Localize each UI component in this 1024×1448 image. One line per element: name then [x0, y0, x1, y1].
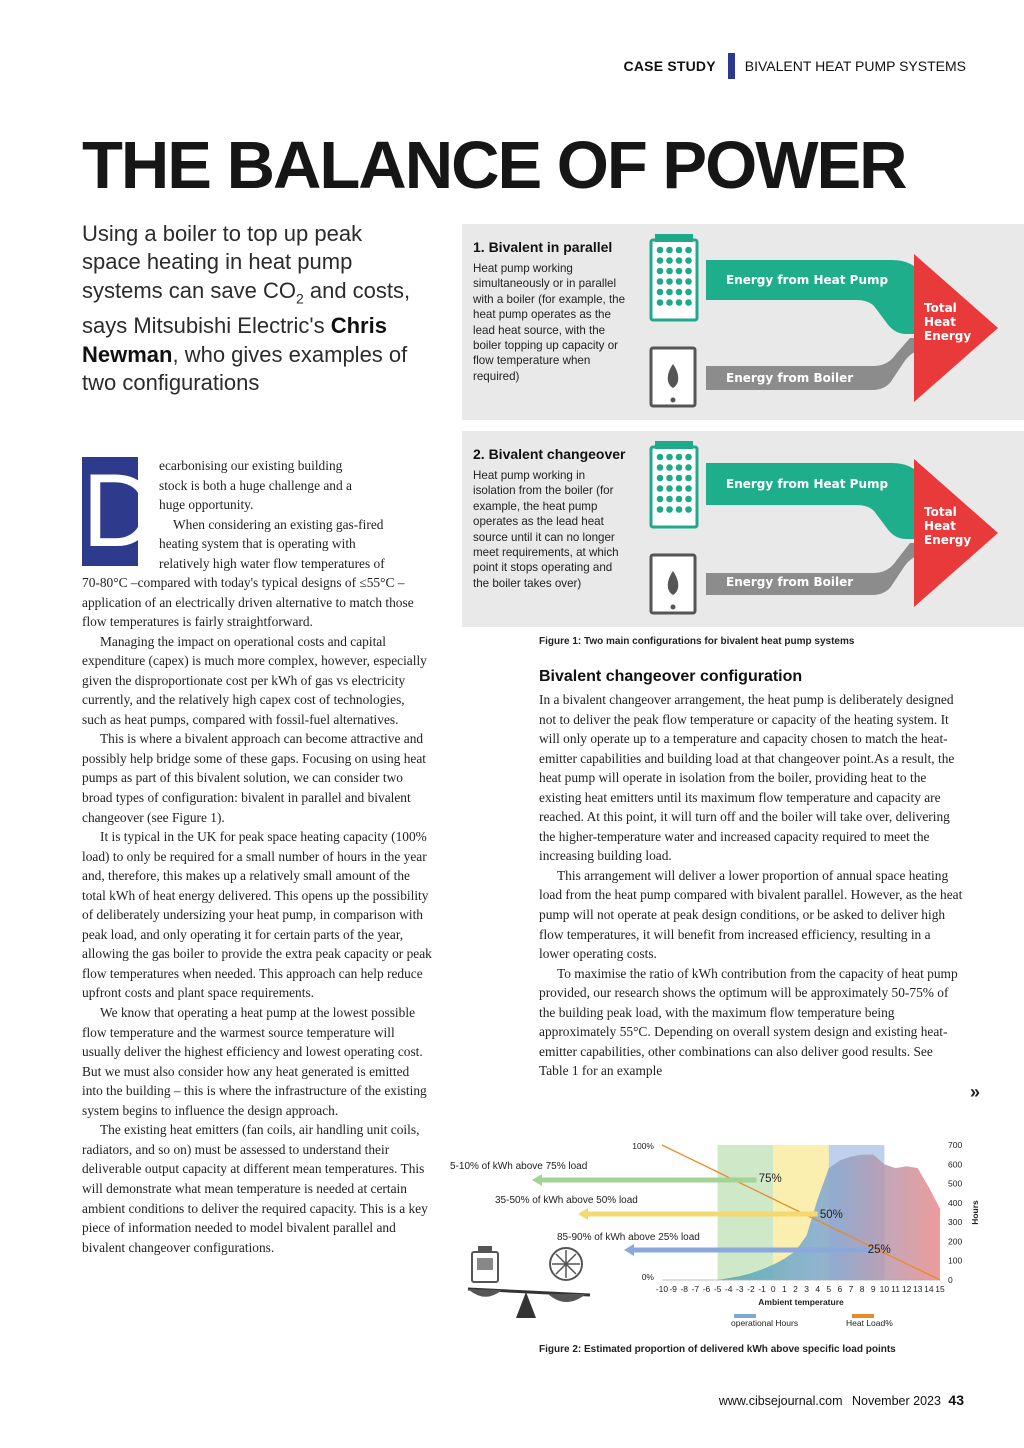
x-tick-label: -5 — [713, 1284, 722, 1294]
heat-pump-grille-dot — [657, 485, 664, 492]
heat-pump-grille-dot — [666, 247, 673, 254]
x-tick-label: 0 — [770, 1284, 776, 1294]
drop-cap: D — [82, 453, 158, 569]
y-right-tick: 0 — [948, 1275, 953, 1285]
flow-diagram — [642, 224, 1024, 420]
paragraph: It is typical in the UK for peak space heating capacity (100% load) to only be required for a small number of hours in the year and, therefore, this makes up a relatively small amount of the total kWh of heat energy delivered. This opens up the possibility of deliberately undersizing your heat pump, in comparison with peak load, and only operating it for certain parts of the year, allowing the gas boiler to provide the extra peak capacity or peak flow temperatures when needed. This approach can help reduce upfront costs and plant space requirements. — [82, 829, 432, 1001]
heat-pump-grille-dot — [666, 485, 673, 492]
continue-arrow-icon: » — [970, 1082, 981, 1102]
footer-site: www.cibsejournal.com — [718, 1394, 843, 1408]
total-label: Total — [924, 301, 957, 315]
heat-pump-grille-dot — [676, 257, 683, 264]
heat-pump-grille-dot — [685, 268, 692, 275]
paragraph: This arrangement will deliver a lower proportion of annual space heating load from the heat pump compared with bivalent parallel. However, as the heat pump will not operate at peak design conditions, or be asked to deliver high flow temperatures, it will benefit from increased efficiency, resulting in a lower operating costs. — [539, 867, 963, 962]
footer-date: November 2023 — [851, 1394, 941, 1408]
heat-pump-grille-dot — [657, 506, 664, 513]
heat-pump-grille-dot — [666, 278, 673, 285]
lead-line: stock is both a huge challenge and a — [159, 477, 352, 493]
x-tick-label: -1 — [758, 1284, 766, 1294]
heat-pump-grille-dot — [685, 464, 692, 471]
section-label: CASE STUDY — [623, 58, 716, 74]
heat-pump-icon — [651, 234, 697, 320]
hp-energy-label: Energy from Heat Pump — [726, 477, 889, 491]
page-number: 43 — [948, 1392, 964, 1408]
x-tick-label: 8 — [859, 1284, 865, 1294]
total-label: Heat — [924, 315, 957, 329]
annotation-arrow — [632, 1248, 873, 1253]
x-tick-label: 13 — [913, 1284, 923, 1294]
lead-line: relatively high water flow temperatures of — [159, 555, 385, 571]
x-tick-label: -8 — [680, 1284, 689, 1294]
x-tick-label: -3 — [736, 1284, 744, 1294]
figure2-caption: Figure 2: Estimated proportion of delivered kWh above specific load points — [539, 1344, 896, 1355]
heat-pump-grille-dot — [676, 289, 683, 296]
y-right-tick: 400 — [948, 1197, 963, 1208]
total-label: Total — [924, 505, 957, 519]
y-right-tick: 500 — [948, 1178, 963, 1189]
total-label: Energy — [924, 533, 972, 547]
standfirst — [82, 220, 412, 397]
paragraph: We know that operating a heat pump at the lowest possible flow temperature and the warmest source temperature will usually deliver the highest efficiency and lowest operating cost. But we must also consider how any heat generated is emitted into the building – this is where the infrastructure of the existing system begins to influence the design approach. — [82, 1005, 427, 1118]
flow-diagram — [642, 431, 1024, 627]
topic-label: BIVALENT HEAT PUMP SYSTEMS — [744, 58, 966, 74]
x-tick-label: 6 — [837, 1284, 843, 1294]
heat-pump-grille-dot — [657, 464, 664, 471]
heat-pump-grille-dot — [666, 464, 673, 471]
standfirst-subscript: 2 — [295, 289, 304, 306]
heat-pump-grille-dot — [676, 485, 683, 492]
heat-pump-grille-dot — [676, 268, 683, 275]
heat-pump-grille-dot — [666, 289, 673, 296]
annotation-arrowhead — [578, 1208, 588, 1220]
heat-pump-grille-dot — [676, 475, 683, 482]
y-left-tick: 0% — [641, 1272, 654, 1282]
annotation-arrowhead — [532, 1174, 542, 1186]
x-tick-label: -9 — [669, 1284, 677, 1294]
paragraph: To maximise the ratio of kWh contribution from the capacity of heat pump provided, our research shows the optimum will be approximately 50-75% of the building peak load, with the maximum flow temperature being approximately 55°C. Depending on overall system design and existing heat-emitter capabilities, other combinations can also deliver good results. See Table 1 for an example — [539, 965, 958, 1079]
heat-pump-grille-dot — [676, 506, 683, 513]
paragraph: Managing the impact on operational costs and capital expenditure (capex) is much more complex, however, especially given the disproportionate cost per kWh of gas vs electricity currently, and the relatively high capex cost of technologies, such as heat pumps, compared with fossil-fuel alternatives. — [82, 633, 427, 727]
y-right-tick: 300 — [948, 1217, 963, 1228]
heat-pump-grille-dot — [685, 454, 692, 461]
section-header — [624, 52, 966, 80]
x-tick-label: -2 — [747, 1284, 755, 1294]
heat-pump-grille-dot — [676, 299, 683, 306]
paragraph: This is where a bivalent approach can become attractive and possibly help bridge some of these gaps. Focusing on using heat pumps as part of this bivalent solution, we can consider two broad types of configuration: bivalent in parallel and bivalent changeover (see Figure 1). — [82, 731, 427, 825]
boiler-energy-label: Energy from Boiler — [726, 371, 854, 385]
x-tick-label: 4 — [815, 1284, 821, 1294]
band-percent-label: 25% — [867, 1244, 891, 1256]
lead-line: heating system that is operating with — [159, 536, 356, 551]
x-tick-label: -10 — [655, 1284, 669, 1294]
heat-pump-grille-dot — [676, 464, 683, 471]
legend-label: Heat Load% — [846, 1318, 893, 1328]
y-right-tick: 200 — [948, 1236, 963, 1247]
heat-pump-grille-dot — [685, 278, 692, 285]
annotation-arrowhead — [624, 1244, 634, 1256]
heat-pump-grille-dot — [666, 496, 673, 503]
legend-label: operational Hours — [731, 1318, 799, 1328]
heat-pump-grille-dot — [676, 278, 683, 285]
x-tick-label: -7 — [691, 1284, 700, 1294]
paragraph: 70-80°C –compared with today's typical designs of ≤55°C – application of an electrically driven alternative to match those flow temperatures is fairly straightforward. — [82, 575, 414, 630]
heat-pump-grille-dot — [657, 289, 664, 296]
balance-scale-icon — [468, 1246, 590, 1318]
band-percent-label: 75% — [758, 1173, 782, 1185]
panel-description: Heat pump working in isolation from the boiler (for example, the heat pump operates as the lead heat source until it can no longer meet requirements, at which point it stops operating and the boiler takes over) — [473, 469, 619, 590]
annotation-arrow — [586, 1212, 818, 1217]
total-label: Heat — [924, 519, 957, 533]
heat-pump-grille-dot — [685, 496, 692, 503]
lead-line: huge opportunity. — [159, 497, 254, 512]
paragraph: The existing heat emitters (fan coils, air handling unit coils, radiators, and so on) must be assessed to understand their deliverable output capacity at different mean temperatures. This will demonstrate what mean temperature is needed at certain ambient conditions to deliver the required capacity. This is a key piece of information needed to model bivalent parallel and bivalent changeover configurations. — [82, 1122, 428, 1255]
heat-pump-grille-dot — [657, 454, 664, 461]
section-divider — [728, 53, 735, 79]
heat-pump-grille-dot — [676, 247, 683, 254]
heat-pump-grille-dot — [666, 454, 673, 461]
x-tick-label: -4 — [724, 1284, 733, 1294]
standfirst-text-end: , who gives examples of two configurations — [82, 341, 408, 395]
boiler-icon — [651, 348, 695, 406]
boiler-energy-label: Energy from Boiler — [726, 575, 854, 589]
heat-pump-grille-dot — [657, 247, 664, 254]
x-tick-label: 10 — [879, 1284, 890, 1294]
paragraph: In a bivalent changeover arrangement, the heat pump is deliberately designed not to deliver the peak flow temperature or capacity of the heating system. It will only operate up to a temperature and capacity chosen to match the heat-emitter capabilities and building load at that changeover point.As a result, the heat pump will operate in isolation from the boiler, providing heat to the existing heat emitters until its maximum flow temperature and capacity are reached. At this point, it will turn off and the boiler will take over, delivering the higher-temperature water and increased capacity required to meet the increasing building load. — [539, 692, 955, 864]
figure1-panel-changeover — [462, 431, 1024, 627]
x-tick-label: 15 — [935, 1284, 945, 1294]
y-left-tick: 100% — [632, 1141, 654, 1151]
heat-pump-grille-dot — [666, 475, 673, 482]
figure1-caption: Figure 1: Two main configurations for bivalent heat pump systems — [539, 636, 855, 647]
panel-description: Heat pump working simultaneously or in parallel with a boiler (for example, the heat pump operates as the lead heat source, with the boiler topping up capacity or flow temperature when required) — [473, 262, 626, 383]
heat-pump-grille-dot — [657, 496, 664, 503]
heat-pump-grille-dot — [666, 268, 673, 275]
figure1-panel-parallel — [462, 224, 1024, 420]
heat-pump-grille-dot — [666, 299, 673, 306]
lead-line: When considering an existing gas-fired — [173, 516, 384, 532]
heat-pump-icon — [651, 441, 697, 527]
x-tick-label: 11 — [891, 1284, 900, 1294]
heat-pump-grille-dot — [685, 257, 692, 264]
band-percent-label: 50% — [819, 1209, 843, 1221]
annotation-arrow — [540, 1178, 757, 1183]
y-right-label: Hours — [970, 1200, 980, 1225]
heat-pump-grille-dot — [657, 299, 664, 306]
heat-pump-grille-dot — [666, 506, 673, 513]
right-column — [539, 690, 964, 1081]
heat-pump-grille-dot — [657, 257, 664, 264]
heat-pump-grille-dot — [657, 278, 664, 285]
heat-pump-grille-dot — [676, 454, 683, 461]
standfirst-text: Using a boiler to top up peak space heating in heat pump systems can save CO — [82, 221, 363, 303]
heat-pump-grille-dot — [676, 496, 683, 503]
left-column — [82, 573, 432, 1257]
panel-title: 1. Bivalent in parallel — [473, 239, 613, 255]
heat-pump-grille-dot — [657, 268, 664, 275]
figure2-chart — [440, 1132, 1024, 1332]
heat-pump-grille-dot — [685, 506, 692, 513]
heat-pump-grille-dot — [685, 299, 692, 306]
x-tick-label: 9 — [870, 1284, 876, 1294]
x-tick-label: 1 — [781, 1284, 787, 1294]
x-axis-label: Ambient temperature — [758, 1297, 844, 1307]
x-tick-label: 2 — [793, 1284, 798, 1294]
y-right-tick: 100 — [948, 1255, 963, 1266]
annotation-label: 5-10% of kWh above 75% load — [450, 1161, 588, 1172]
heat-pump-grille-dot — [685, 289, 692, 296]
subheading: Bivalent changeover configuration — [539, 668, 803, 685]
heat-pump-grille-dot — [685, 247, 692, 254]
lead-line: ecarbonising our existing building — [159, 458, 343, 473]
x-tick-label: 3 — [804, 1284, 809, 1294]
heat-pump-grille-dot — [685, 485, 692, 492]
boiler-icon — [651, 555, 695, 613]
total-label: Energy — [924, 329, 972, 343]
y-right-tick: 600 — [948, 1159, 963, 1170]
x-tick-label: 7 — [848, 1284, 854, 1294]
x-tick-label: -6 — [702, 1284, 711, 1294]
x-tick-label: 5 — [826, 1284, 832, 1294]
y-right-tick: 700 — [948, 1140, 963, 1150]
heat-pump-grille-dot — [657, 475, 664, 482]
standfirst-text-mid: and costs, says Mitsubishi Electric's — [82, 277, 411, 339]
article-title: THE BALANCE OF POWER — [82, 128, 906, 203]
page-footer — [719, 1392, 964, 1408]
hp-energy-label: Energy from Heat Pump — [726, 273, 889, 287]
x-tick-label: 12 — [901, 1284, 912, 1294]
author-name: Chris Newman — [82, 313, 387, 367]
panel-title: 2. Bivalent changeover — [473, 446, 626, 462]
heat-pump-grille-dot — [666, 257, 673, 264]
x-tick-label: 14 — [924, 1284, 934, 1294]
annotation-label: 85-90% of kWh above 25% load — [557, 1232, 700, 1243]
annotation-label: 35-50% of kWh above 50% load — [495, 1195, 638, 1206]
heat-pump-grille-dot — [685, 475, 692, 482]
